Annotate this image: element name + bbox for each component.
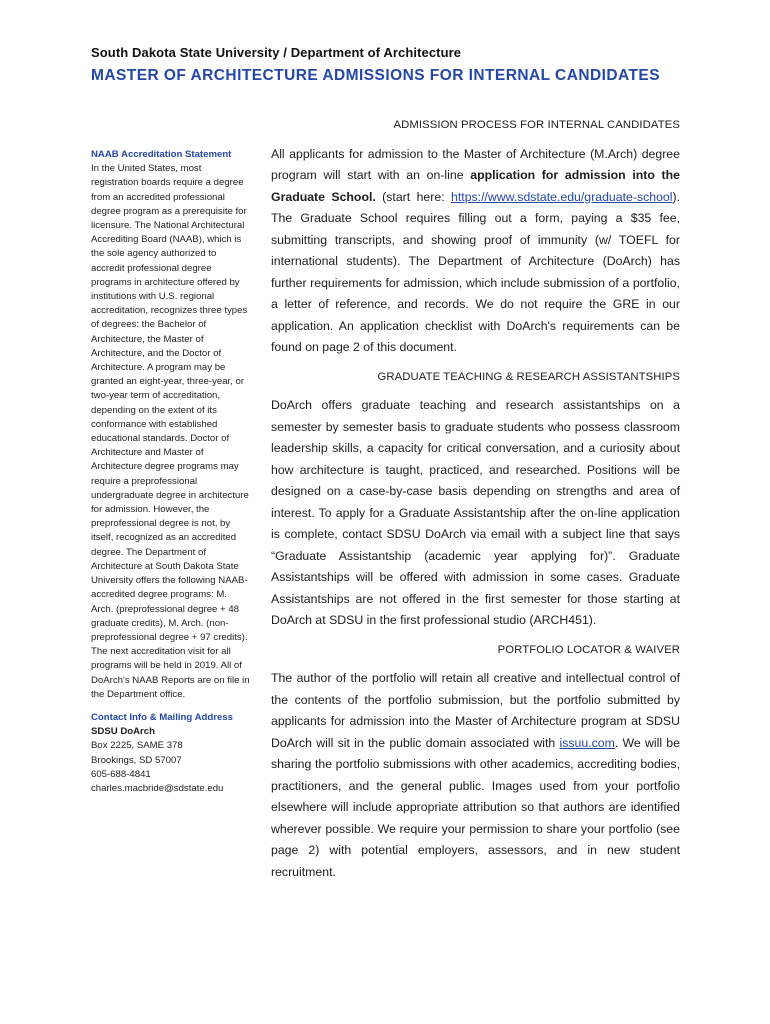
contact-heading: Contact Info & Mailing Address bbox=[91, 711, 233, 723]
portfolio-text-1: The author of the portfolio will retain all creative and intellectual control of the contents of the portfolio submission, but the portfolio submitted by applicants for admission into the Master of Architecture program at SDSU DoArch will sit in the public domain associated with bbox=[271, 671, 680, 750]
portfolio-text-2: . We will be sharing the portfolio submissions with other academics, accrediting bodies, practitioners, and the general public. Images used from your portfolio elsewhere will include appropriate attribution so that authors are identified wherever possible. We require your permission to share your portfolio (see page 2) with potential employers, assessors, and in new student recruitment. bbox=[271, 735, 680, 879]
admission-bold-text: application for admission into the Graduate School. bbox=[271, 168, 680, 204]
graduate-school-link[interactable]: https://www.sdstate.edu/graduate-school bbox=[451, 189, 673, 204]
admission-text-1: All applicants for admission to the Master of Architecture (M.Arch) degree program will start with an on-line bbox=[271, 146, 680, 182]
page-title: MASTER OF ARCHITECTURE ADMISSIONS FOR INTERNAL CANDIDATES bbox=[91, 67, 661, 84]
contact-box: Box 2225, SAME 378 bbox=[91, 740, 183, 752]
sidebar bbox=[91, 148, 251, 796]
contact-org: SDSU DoArch bbox=[91, 726, 155, 738]
admission-heading: ADMISSION PROCESS FOR INTERNAL CANDIDATES bbox=[393, 119, 680, 131]
contact-email[interactable]: charles.macbride@sdstate.edu bbox=[91, 782, 224, 794]
contact-block bbox=[91, 725, 251, 796]
admission-paragraph bbox=[271, 144, 680, 359]
assistantships-section bbox=[271, 367, 680, 632]
assistantships-heading: GRADUATE TEACHING & RESEARCH ASSISTANTSHIPS bbox=[377, 370, 680, 383]
institution-header: South Dakota State University / Department of Architecture bbox=[91, 45, 462, 60]
contact-city: Brookings, SD 57007 bbox=[91, 754, 182, 766]
main-content bbox=[271, 115, 680, 891]
contact-phone: 605-688-4841 bbox=[91, 768, 151, 780]
admission-text-2: (start here: bbox=[375, 189, 452, 204]
admission-text-3: ). The Graduate School requires filling out a form, paying a $35 fee, submitting transcripts, and showing proof of immunity (w/ TOEFL for international students). The Department of Architecture (DoArch) has further requirements for admission, which include submission of a portfolio, a letter of reference, and records. We do not require the GRE in our application. An application checklist with DoArch's requirements can be found on page 2 of this document. bbox=[271, 189, 681, 354]
naab-statement: In the United States, most registration boards require a degree from an accredited professional degree program as a prerequisite for licensure. The National Architectural Accrediting Board (NAAB), which is the sole agency authorized to accredit professional degree programs in architecture offered by institutions with U.S. regional accreditation, recognizes three types of degrees: the Bachelor of Architecture, the Master of Architecture, and the Doctor of Architecture. A program may be granted an eight-year, three-year, or two-year term of accreditation, depending on the extent of its conformance with established educational standards. Doctor of Architecture and Master of Architecture degree programs may require a preprofessional undergraduate degree in architecture for admission. However, the preprofessional degree is not, by itself, recognized as an accredited degree. The Department of Architecture at South Dakota State University offers the following NAAB-accredited degree programs: M. Arch. (preprofessional degree + 48 graduate credits), M. Arch. (non-preprofessional degree + 97 credits). The next accreditation visit for all programs will be held in 2019. All of DoArch's NAAB Reports are on file in the Department office. bbox=[91, 163, 250, 700]
portfolio-paragraph bbox=[271, 668, 680, 883]
naab-heading: NAAB Accreditation Statement bbox=[91, 149, 232, 160]
admission-section bbox=[271, 115, 680, 359]
portfolio-heading: PORTFOLIO LOCATOR & WAIVER bbox=[497, 643, 680, 656]
portfolio-section bbox=[271, 640, 680, 884]
issuu-link[interactable]: issuu.com bbox=[559, 735, 615, 750]
assistantships-paragraph: DoArch offers graduate teaching and research assistantships on a semester by semester basis to graduate students who possess classroom leadership skills, a capacity for critical conversation, and a curiosity about how architecture is taught, practiced, and researched. Positions will be designed on a case-by-case basis depending on strengths and area of interest. To apply for a Graduate Assistantship after the on-line application is complete, contact SDSU DoArch via email with a subject line that says “Graduate Assistantship (academic year applying for)”. Graduate Assistantships will be offered with admission in some cases. Graduate Assistantships are not offered in the first semester for those starting at DoArch at SDSU in the first professional studio (ARCH451). bbox=[271, 398, 680, 627]
